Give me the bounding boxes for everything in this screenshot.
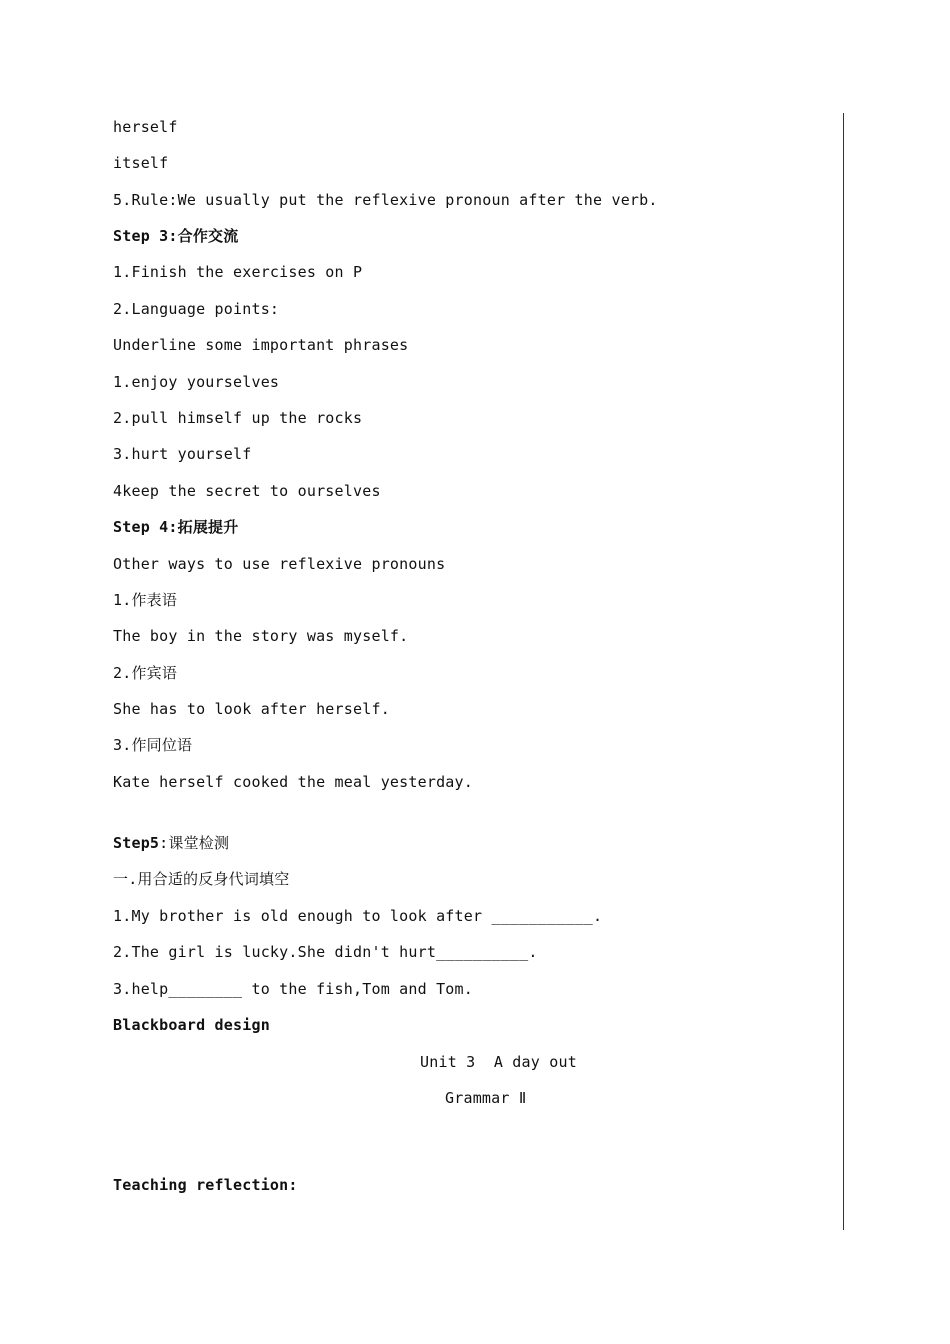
- text-line: itself: [113, 154, 169, 172]
- exercise-item: 1.My brother is old enough to look after ___________.: [113, 907, 603, 925]
- text-line: 1.Finish the exercises on P: [113, 263, 363, 281]
- usage-item: 3.作同位语: [113, 736, 193, 754]
- example-sentence: Kate herself cooked the meal yesterday.: [113, 773, 473, 791]
- text-line: 2.Language points:: [113, 300, 280, 318]
- blackboard-unit-title: Unit 3 A day out: [420, 1053, 577, 1071]
- phrase-item: 2.pull himself up the rocks: [113, 409, 363, 427]
- step3-heading: Step 3:合作交流: [113, 227, 239, 245]
- blackboard-grammar-title: Grammar Ⅱ: [445, 1089, 527, 1107]
- step5-title: :课堂检测: [159, 834, 230, 852]
- blackboard-heading: Blackboard design: [113, 1016, 270, 1034]
- step4-heading: Step 4:拓展提升: [113, 518, 239, 536]
- usage-item: 2.作宾语: [113, 664, 178, 682]
- usage-item: 1.作表语: [113, 591, 178, 609]
- rule-line: 5.Rule:We usually put the reflexive pronoun after the verb.: [113, 191, 658, 209]
- reflection-heading: Teaching reflection:: [113, 1176, 298, 1194]
- text-line: Underline some important phrases: [113, 336, 409, 354]
- text-line: Other ways to use reflexive pronouns: [113, 555, 446, 573]
- phrase-item: 4keep the secret to ourselves: [113, 482, 381, 500]
- phrase-item: 1.enjoy yourselves: [113, 373, 280, 391]
- exercise-item: 2.The girl is lucky.She didn't hurt__________.: [113, 943, 538, 961]
- exercise-item: 3.help________ to the fish,Tom and Tom.: [113, 980, 473, 998]
- text-line: herself: [113, 118, 178, 136]
- right-margin-rule: [843, 113, 844, 1230]
- phrase-item: 3.hurt yourself: [113, 445, 252, 463]
- step5-label: Step5: [113, 834, 160, 852]
- exercise-heading: 一.用合适的反身代词填空: [113, 870, 290, 888]
- step5-heading: [113, 833, 229, 853]
- example-sentence: The boy in the story was myself.: [113, 627, 409, 645]
- example-sentence: She has to look after herself.: [113, 700, 390, 718]
